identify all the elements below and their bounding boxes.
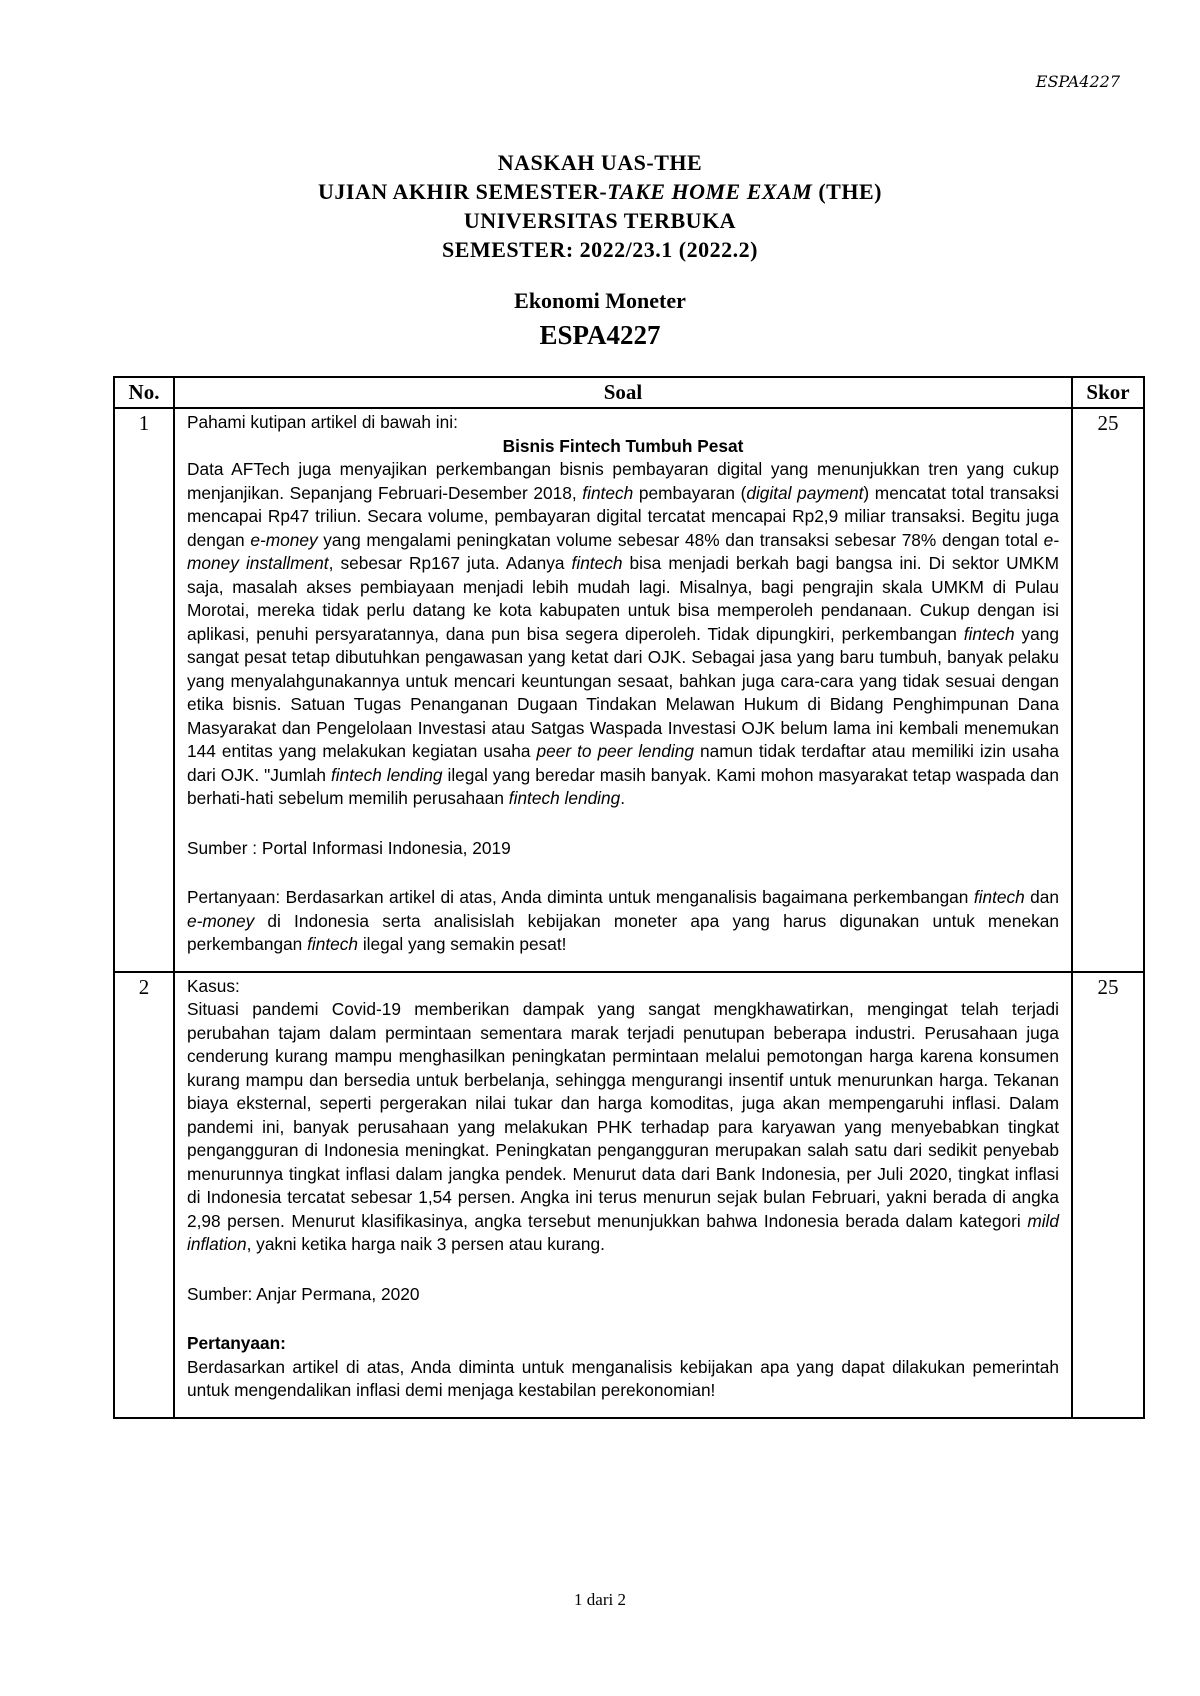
text-run-italic: mild inflation [187, 1210, 1059, 1254]
title-line-3: UNIVERSITAS TERBUKA [463, 208, 737, 233]
text-run-italic: fintech [973, 887, 1025, 907]
article-title: Bisnis Fintech Tumbuh Pesat [502, 435, 744, 456]
text-run: Situasi pandemi Covid-19 memberikan dampak yang sangat mengkhawatirkan, mengingat telah terjadi perubahan tajam dalam permintaan sementara marak terjadi penutupan beberapa industri. Perusahaan juga cenderung kurang mampu menghasilkan peningkatan permintaan melalui pemotongan harga karena konsumen kurang mampu dan bersedia untuk berbelanja, sehingga mengurangi insentif untuk menurunkan harga. Tekanan biaya eksternal, seperti pergerakan nilai tukar dan harga komoditas, juga akan mempengaruhi inflasi. Dalam pandemi ini, banyak perusahaan yang melakukan PHK terhadap para karyawan yang menyebabkan tingkat pengangguran di Indonesia meningkat. Peningkatan pengangguran merupakan salah satu dari sedikit penyebab menurunnya tingkat inflasi dalam jangka pendek. Menurut data dari Bank Indonesia, per Juli 2020, tingkat inflasi di Indonesia tercatat sebesar 1,54 persen. Angka ini terus menurun sejak bulan Februari, yakni berada di angka 2,98 persen. Menurut klasifikasinya, angka tersebut menunjukkan bahwa Indonesia berada dalam kategori [187, 999, 1059, 1231]
table-row [114, 972, 1144, 1418]
text-run: dan [1024, 887, 1059, 907]
text-run: , yakni ketika harga naik 3 persen atau kurang. [246, 1234, 605, 1254]
question-intro: Pahami kutipan artikel di bawah ini: [187, 412, 458, 432]
case-label: Kasus: [187, 975, 240, 996]
text-run: Data AFTech juga menyajikan perkembangan bisnis pembayaran digital yang menunjukkan tren yang cukup menjanjikan. Sepanjang Februari-Desember 2018, [187, 459, 1059, 503]
question-content [174, 972, 1072, 1418]
text-run-italic: e-money [250, 529, 318, 550]
question-number: 2 [114, 972, 174, 1418]
title-line-2-italic: TAKE HOME EXAM [607, 179, 813, 204]
title-line-4: SEMESTER: 2022/23.1 (2022.2) [442, 237, 758, 262]
text-run-italic: fintech [582, 482, 634, 503]
title-block [0, 148, 1200, 355]
question-score: 25 [1072, 408, 1144, 972]
question-text: Berdasarkan artikel di atas, Anda diminta untuk menganalisis kebijakan apa yang dapat dilakukan pemerintah untuk mengendalikan inflasi demi menjaga kestabilan perekonomian! [187, 1356, 1059, 1400]
text-run: yang mengalami peningkatan volume sebesar 48% dan transaksi sebesar 78% dengan total [317, 529, 1044, 550]
header-no: No. [114, 377, 174, 408]
text-run: Pertanyaan: Berdasarkan artikel di atas, Anda diminta untuk menganalisis bagaimana perkembangan [187, 887, 974, 907]
text-run-italic: fintech [963, 623, 1015, 644]
text-run-italic: e-money [187, 910, 255, 931]
article-source: Sumber : Portal Informasi Indonesia, 2019 [187, 837, 511, 858]
text-run: , sebesar Rp167 juta. Adanya [328, 553, 572, 573]
text-run: yang sangat pesat tetap dibutuhkan pengawasan yang ketat dari OJK. Sebagai jasa yang baru tumbuh, banyak pelaku yang menyalahgunakannya untuk mencari keuntungan sesaat, bahkan juga cara-cara yang tidak sesuai dengan etika bisnis. Satuan Tugas Penanganan Dugaan Tindakan Melawan Hukum di Bidang Penghimpunan Dana Masyarakat dan Pengelolaan Investasi atau Satgas Waspada Investasi OJK belum lama ini kembali menemukan 144 entitas yang melakukan kegiatan usaha [187, 623, 1059, 761]
text-run: bisa menjadi berkah bagi bangsa ini. Di sektor UMKM saja, masalah akses pembiayaan menjadi lebih mudah lagi. Misalnya, bagi pengrajin skala UMKM di Pulau Morotai, mereka tidak perlu datang ke kota kabupaten untuk bisa memperoleh pendanaan. Cukup dengan isi aplikasi, penuhi persyaratannya, dana pun bisa segera diperoleh. Tidak dipungkiri, perkembangan [187, 553, 1059, 644]
table-header-row [114, 377, 1144, 408]
title-line-2-prefix: UJIAN AKHIR SEMESTER- [318, 179, 608, 204]
text-run-italic: digital payment [746, 482, 864, 503]
text-run-italic: peer to peer lending [536, 741, 694, 761]
page-number: 1 dari 2 [574, 1590, 626, 1609]
title-line-2 [0, 177, 1200, 206]
text-run: namun tidak terdaftar atau memiliki izin usaha dari OJK. "Jumlah [187, 741, 1059, 785]
text-run-italic: fintech lending [330, 764, 443, 785]
header-course-code: ESPA4227 [1035, 72, 1120, 91]
text-run: . [620, 788, 626, 808]
question-label: Pertanyaan: [187, 1333, 286, 1353]
title-line-1: NASKAH UAS-THE [497, 150, 703, 175]
exam-table [113, 376, 1145, 1419]
text-run-italic: fintech [571, 553, 623, 573]
text-run: ilegal yang semakin pesat! [358, 934, 567, 954]
text-run: pembayaran ( [633, 482, 747, 503]
header-skor: Skor [1072, 377, 1144, 408]
table-row [114, 408, 1144, 972]
question-score: 25 [1072, 972, 1144, 1418]
article-body [187, 458, 1059, 811]
subject-code: ESPA4227 [539, 320, 661, 350]
case-source: Sumber: Anjar Permana, 2020 [187, 1283, 420, 1304]
header-soal: Soal [174, 377, 1072, 408]
text-run-italic: fintech [307, 934, 359, 954]
case-body [187, 998, 1059, 1257]
question-number: 1 [114, 408, 174, 972]
text-run-italic: fintech lending [508, 788, 621, 808]
title-line-2-suffix: (THE) [812, 179, 882, 204]
text-run-italic: e-money installment [187, 529, 1059, 573]
question-content [174, 408, 1072, 972]
text-run: ) mencatat total transaksi mencapai Rp47 triliun. Secara volume, pembayaran digital tercatat mencapai Rp2,9 miliar transaksi. Begitu juga dengan [187, 482, 1059, 550]
text-run: di Indonesia serta analisislah kebijakan moneter apa yang harus digunakan untuk menekan perkembangan [187, 910, 1059, 954]
question-text [187, 886, 1059, 957]
subject-name: Ekonomi Moneter [514, 288, 686, 313]
text-run: ilegal yang beredar masih banyak. Kami mohon masyarakat tetap waspada dan berhati-hati sebelum memilih perusahaan [187, 764, 1059, 808]
